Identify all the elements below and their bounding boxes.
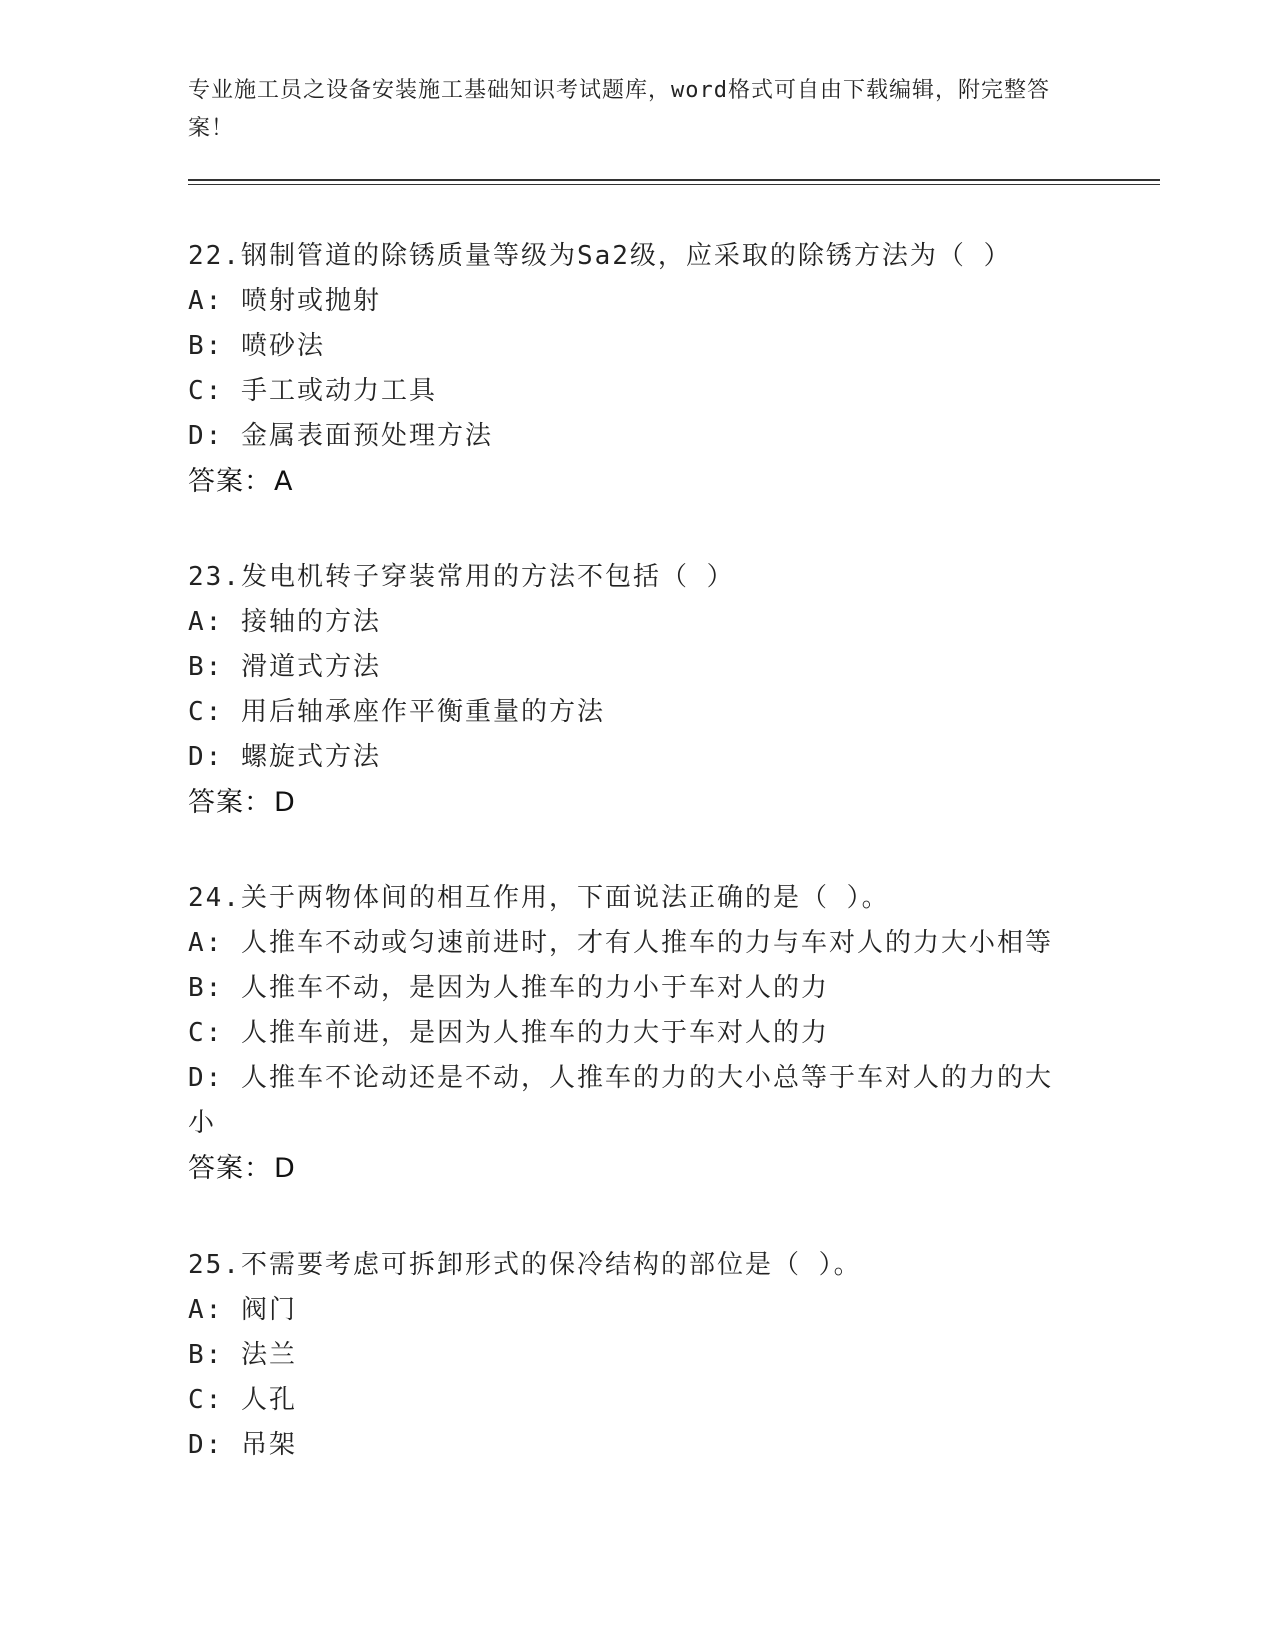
answer-line [188,780,1088,825]
option-c: C: 人孔 [188,1385,297,1415]
option-a: A: 喷射或抛射 [188,286,381,316]
answer-value: D [274,787,296,818]
option-c: C: 用后轴承座作平衡重量的方法 [188,697,605,727]
option-a: A: 阀门 [188,1295,297,1325]
answer-line [188,1146,1088,1191]
option-b: B: 滑道式方法 [188,652,381,682]
option-d: D: 螺旋式方法 [188,742,381,772]
option-b: B: 法兰 [188,1340,297,1370]
header-divider-top [188,179,1160,181]
question-stem: 25.不需要考虑可拆卸形式的保冷结构的部位是（ ）。 [188,1250,862,1280]
question-stem: 22.钢制管道的除锈质量等级为Sa2级，应采取的除锈方法为（ ） [188,241,1012,271]
option-a: A: 人推车不动或匀速前进时，才有人推车的力与车对人的力大小相等 [188,928,1053,958]
question-stem: 23.发电机转子穿装常用的方法不包括（ ） [188,562,735,592]
question-stem: 24.关于两物体间的相互作用，下面说法正确的是（ ）。 [188,883,890,913]
question-25 [188,1243,1088,1468]
answer-label: 答案： [188,466,272,497]
answer-line [188,459,1088,504]
answer-value: A [274,466,294,497]
option-d: D: 吊架 [188,1430,297,1460]
question-24 [188,876,1088,1191]
question-23 [188,555,1088,825]
answer-label: 答案： [188,1153,272,1184]
option-b: B: 喷砂法 [188,331,325,361]
option-a: A: 接轴的方法 [188,607,381,637]
option-c: C: 人推车前进，是因为人推车的力大于车对人的力 [188,1018,829,1048]
option-c: C: 手工或动力工具 [188,376,437,406]
answer-label: 答案： [188,787,272,818]
option-b: B: 人推车不动，是因为人推车的力小于车对人的力 [188,973,829,1003]
header-divider-bottom [188,184,1160,185]
document-header: 专业施工员之设备安装施工基础知识考试题库，word格式可自由下载编辑，附完整答案！ [188,78,1050,141]
option-d: D: 人推车不论动还是不动，人推车的力的大小总等于车对人的力的大小 [188,1063,1053,1138]
question-22 [188,234,1088,504]
answer-value: D [274,1153,296,1184]
option-d: D: 金属表面预处理方法 [188,421,493,451]
